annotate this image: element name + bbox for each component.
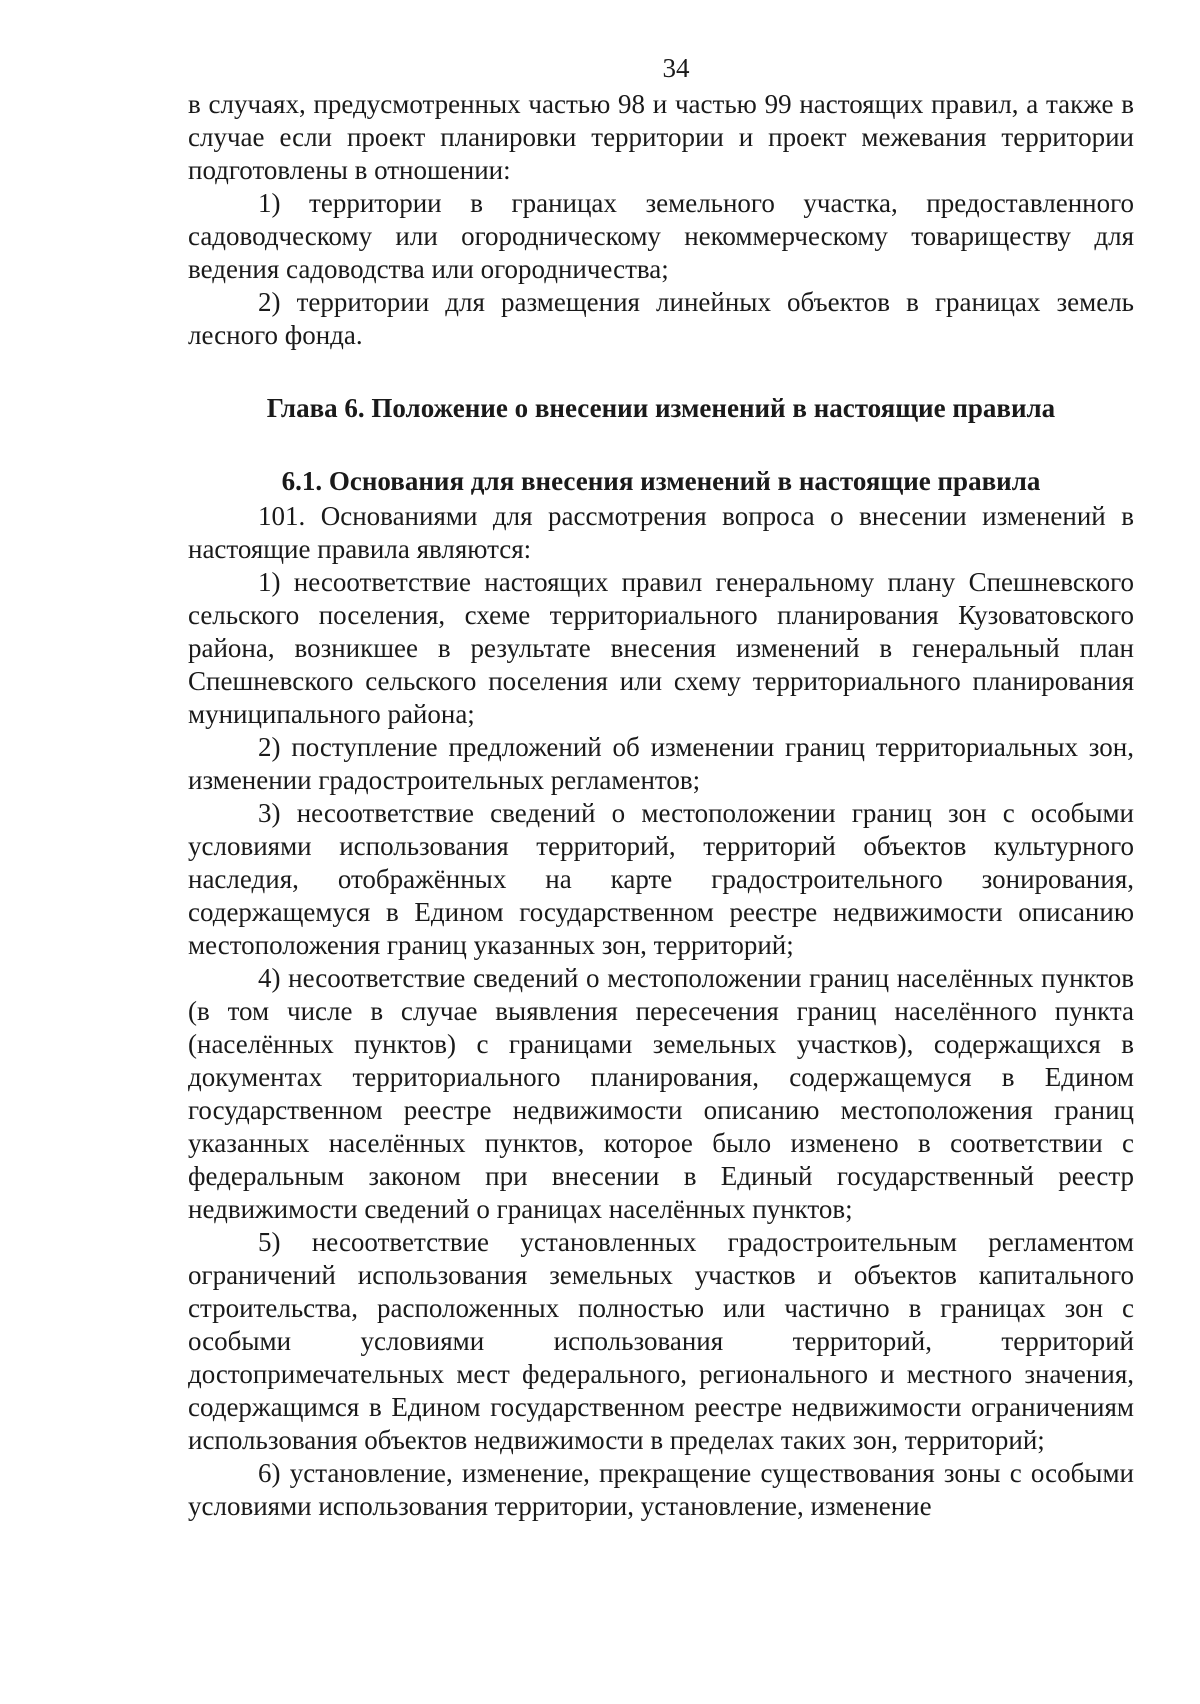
list-item-1-territory-garden: 1) территории в границах земельного участка, предоставленного садоводческому или огородническому некоммерческому товариществу для ведения садоводства или огородничества; xyxy=(188,188,1134,284)
page-number: 34 xyxy=(662,53,690,83)
article-101-intro: 101. Основаниями для рассмотрения вопроса о внесении изменений в настоящие правила являются: xyxy=(188,501,1134,564)
ground-4: 4) несоответствие сведений о местоположении границ населённых пунктов (в том числе в случае выявления пересечения границ населённого пункта (населённых пунктов) с границами земельных участков), содержащихся в документах территориального планирования, содержащемуся в Едином государственном реестре недвижимости описанию местоположения границ указанных населённых пунктов, которое было изменено в соответствии с федеральным законом при внесении в Единый государственный реестр недвижимости сведений о границах населённых пунктов; xyxy=(188,963,1134,1224)
section-heading: 6.1. Основания для внесения изменений в настоящие правила xyxy=(281,466,1041,496)
chapter-heading: Глава 6. Положение о внесении изменений в настоящие правила xyxy=(266,393,1056,423)
ground-2: 2) поступление предложений об изменении границ территориальных зон, изменении градостроительных регламентов; xyxy=(188,732,1134,795)
ground-3: 3) несоответствие сведений о местоположении границ зон с особыми условиями использования территорий, территорий объектов культурного наследия, отображённых на карте градостроительного зонирования, содержащемуся в Едином государственном реестре недвижимости описанию местоположения границ указанных зон, территорий; xyxy=(188,798,1134,960)
paragraph-continuation: в случаях, предусмотренных частью 98 и частью 99 настоящих правил, а также в случае если проект планировки территории и проект межевания территории подготовлены в отношении: xyxy=(188,89,1134,185)
ground-6: 6) установление, изменение, прекращение существования зоны с особыми условиями использования территории, установление, изменение xyxy=(188,1458,1134,1521)
document-page xyxy=(188,48,1134,1523)
ground-1: 1) несоответствие настоящих правил генеральному плану Спешневского сельского поселения, схеме территориального планирования Кузоватовского района, возникшее в результате внесения изменений в генеральный план Спешневского сельского поселения или схему территориального планирования муниципального района; xyxy=(188,567,1134,729)
ground-5: 5) несоответствие установленных градостроительным регламентом ограничений использования земельных участков и объектов капитального строительства, расположенных полностью или частично в границах зон с особыми условиями использования территорий, территорий достопримечательных мест федерального, регионального и местного значения, содержащимся в Едином государственном реестре недвижимости ограничениям использования объектов недвижимости в пределах таких зон, территорий; xyxy=(188,1227,1134,1455)
list-item-2-territory-linear: 2) территории для размещения линейных объектов в границах земель лесного фонда. xyxy=(188,287,1134,350)
